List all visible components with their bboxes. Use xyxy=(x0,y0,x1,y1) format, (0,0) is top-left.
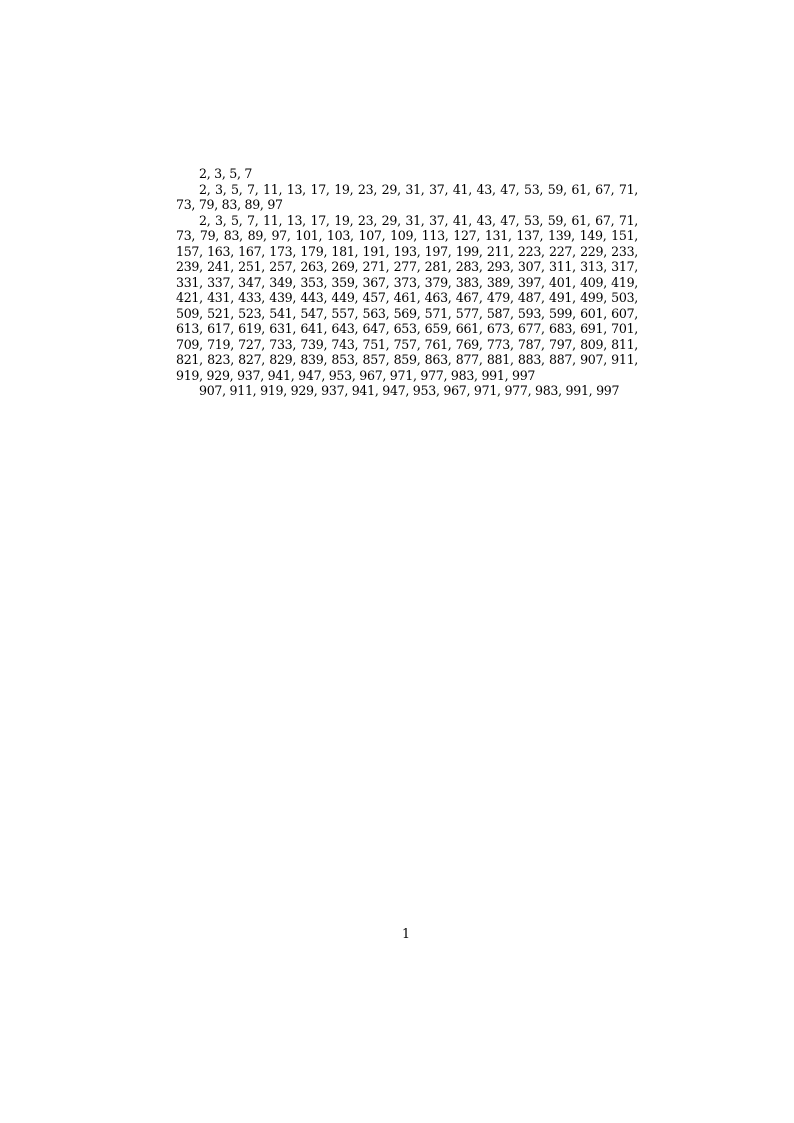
primes-below-10-paragraph: 2, 3, 5, 7 xyxy=(199,166,253,181)
document-body xyxy=(176,166,638,399)
primes-above-900-paragraph: 907, 911, 919, 929, 937, 941, 947, 953, 967, 971, 977, 983, 991, 997 xyxy=(199,383,620,398)
primes-below-100-paragraph: 2, 3, 5, 7, 11, 13, 17, 19, 23, 29, 31, 37, 41, 43, 47, 53, 59, 61, 67, 71, 73, 79, 83, 89, 97 xyxy=(176,181,638,212)
primes-below-1000-paragraph: 2, 3, 5, 7, 11, 13, 17, 19, 23, 29, 31, 37, 41, 43, 47, 53, 59, 61, 67, 71, 73, 79, 83, 89, 97, 101, 103, 107, 109, 113, 127, 131, 137, 139, 149, 151, 157, 163, 167, 173, 179, 181, 191, 193, 197, 199, 211, 223, 227, 229, 233, 239, 241, 251, 257, 263, 269, 271, 277, 281, 283, 293, 307, 311, 313, 317, 331, 337, 347, 349, 353, 359, 367, 373, 379, 383, 389, 397, 401, 409, 419, 421, 431, 433, 439, 443, 449, 457, 461, 463, 467, 479, 487, 491, 499, 503, 509, 521, 523, 541, 547, 557, 563, 569, 571, 577, 587, 593, 599, 601, 607, 613, 617, 619, 631, 641, 643, 647, 653, 659, 661, 673, 677, 683, 691, 701, 709, 719, 727, 733, 739, 743, 751, 757, 761, 769, 773, 787, 797, 809, 811, 821, 823, 827, 829, 839, 853, 857, 859, 863, 877, 881, 883, 887, 907, 911, 919, 929, 937, 941, 947, 953, 967, 971, 977, 983, 991, 997 xyxy=(176,212,638,383)
page-number: 1 xyxy=(401,926,410,941)
